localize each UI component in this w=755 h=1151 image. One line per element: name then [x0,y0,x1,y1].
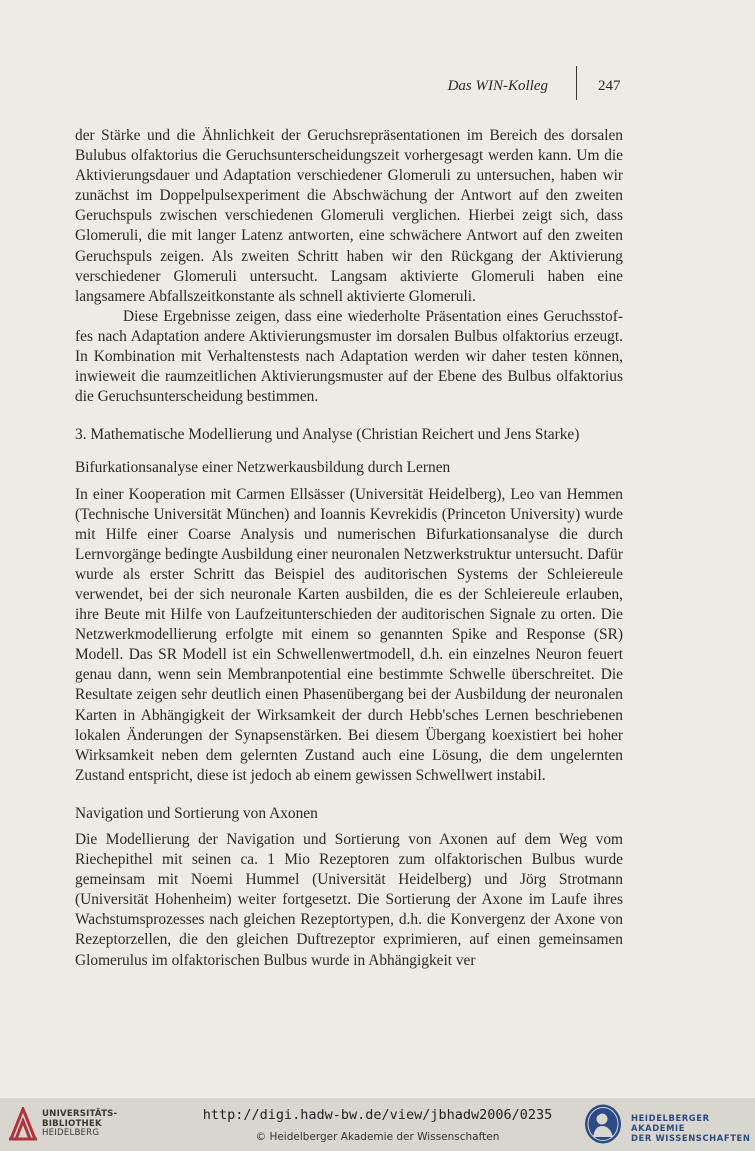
paragraph-2: Diese Ergebnisse zeigen, dass eine wiederholte Präsentation eines Geruchsstoffes nach Adaptation andere Aktivierungsmuster im dorsalen Bulbus olfaktorius erzeugt. In Kombination mit Verhaltenstests nach Adaptation werden wir daher testen können, inwieweit die raumzeitlichen Aktivierungsmuster auf der Ebene des Bulbus olfaktorius die Geruchsunterscheidung bestimmen. [75,307,623,406]
academy-name: HEIDELBERGER AKADEMIE DER WISSENSCHAFTEN [631,1113,751,1143]
section-3-heading: 3. Mathematische Modellierung und Analyse (Christian Reichert und Jens Starke) [75,426,580,444]
running-head-divider [576,66,577,100]
running-head [0,78,755,100]
subsection-bifurcation-heading: Bifurkationsanalyse einer Netzwerkausbildung durch Lernen [75,459,451,477]
paragraph-1: der Stärke und die Ähnlichkeit der Geruchsrepräsentationen im Bereich des dorsalen Bulubus olfaktorius die Geruchsunterscheidungszeit vorhergesagt werden kann. Um die Aktivierungsdauer und Adaptation verschiedener Glomeruli zu untersuchen, haben wir zunächst im Doppelpulsexperiment die Abschwächung der Antwort auf den zweiten Geruchspuls zwischen verschiedenen Glomeruli verglichen. Hierbei zeigt sich, dass Glomeruli, die mit langer Latenz antworten, eine schwächere Antwort auf den zweiten Geruchspuls zeigen. Als zweiten Schritt haben wir den Rückgang der Aktivierung verschiedener Glomeruli untersucht. Langsam aktivierte Glomeruli haben eine langsamere Abfallszeitkonstante als schnell aktivierte Glomeruli. [75,127,623,305]
digitization-footer [0,1098,755,1151]
academy-seal-icon [583,1103,623,1145]
subsection-navigation-heading: Navigation und Sortierung von Axonen [75,804,318,822]
university-library-name: UNIVERSITÄTS- BIBLIOTHEK HEIDELBERG [42,1109,118,1138]
permalink-url[interactable]: http://digi.hadw-bw.de/view/jbhadw2006/0235 [202,1107,553,1123]
copyright-notice: © Heidelberger Akademie der Wissenschaften [255,1131,500,1143]
page-number: 247 [598,78,621,94]
paragraph-4: Die Modellierung der Navigation und Sortierung von Axonen auf dem Weg vom Riechepithel mit seinen ca. 1 Mio Rezeptoren zum olfaktorischen Bulbus wurde gemeinsam mit Noemi Hummel (Universität Heidelberg) und Jörg Strotmann (Universität Hohenheim) weiter fortgesetzt. Die Sortierung der Axone im Laufe ihres Wachstumsprozesses nach gleichen Rezeptortypen, d.h. die Konvergenz der Axone von Rezeptorzellen, die den gleichen Duftrezeptor exprimieren, auf einen gemeinsamen Glomerulus im olfaktorischen Bulbus wurde in Abhängigkeit ver [75,831,623,969]
body-text [75,126,623,971]
running-head-title: Das WIN-Kolleg [447,78,548,94]
paragraph-3: In einer Kooperation mit Carmen Ellsässer (Universität Heidelberg), Leo van Hemmen (Technische Universität München) and Ioannis Kevrekidis (Princeton University) wurde mit Hilfe einer Coarse Analysis und numerischen Bifurkationsanalyse die durch Lernvorgänge bedingte Ausbildung einer neuronalen Netzwerkstruktur untersucht. Dafür wurde als erster Schritt das Beispiel des auditorischen Systems der Schleiereule verwendet, bei der sich neuronale Karten ausbilden, die es der Schleiereule erlauben, ihre Beute mit Hilfe von Laufzeitunterschieden der auditorischen Signale zu orten. Die Netzwerkmodellierung erfolgte mit einem so genannten Spike and Response (SR) Modell. Das SR Modell ist ein Schwellenwertmodell, d.h. ein einzelnes Neuron feuert genau dann, wenn sein Membranpotential eine bestimmte Schwelle überschreitet. Die Resultate zeigen sehr deutlich einen Phasenübergang bei der Ausbildung der neuronalen Karten in Abhängigkeit der Wirksamkeit der durch Hebb'sches Lernen beschriebenen lokalen Änderungen der Synapsenstärken. Bei diesem Übergang koexistiert bei hoher Wirksamkeit neben dem gelernten Zustand auch eine Lösung, die dem ungelernten Zustand entspricht, diese ist jedoch ab einem gewissen Schwellwert instabil. [75,485,623,784]
